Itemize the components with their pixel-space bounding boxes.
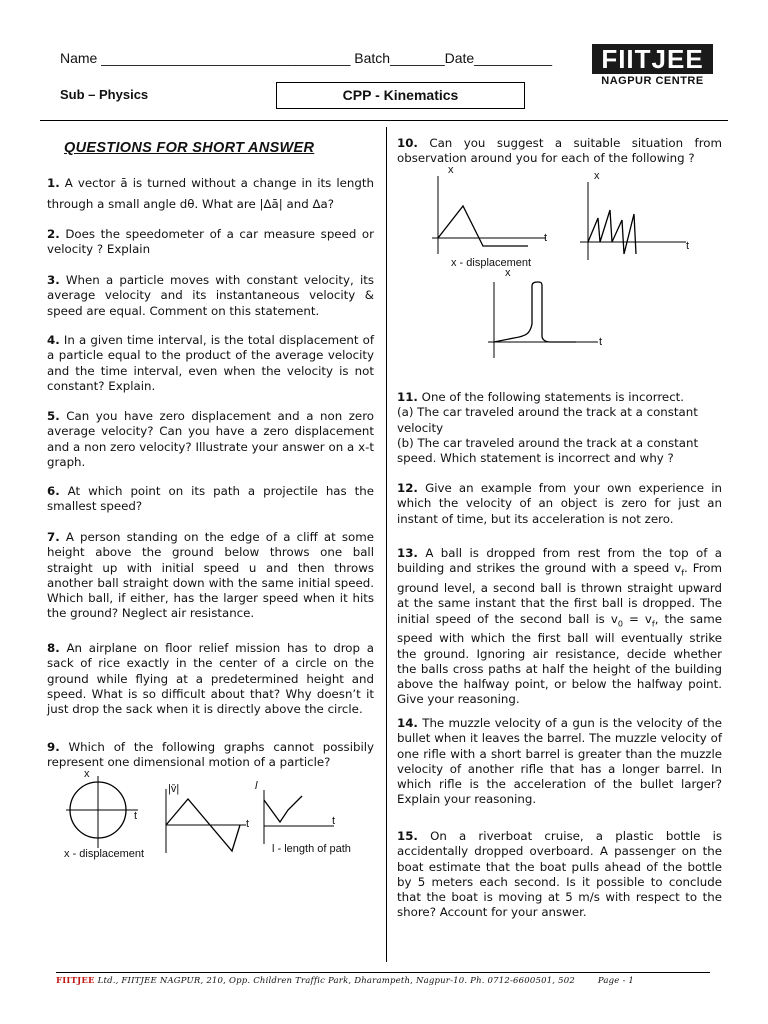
question-15 [397,829,722,921]
q9-axis-t3: t [332,815,336,827]
q10-axis-x1: x [448,164,454,176]
q9-label-displacement: x - displacement [64,848,145,860]
logo-subtitle: NAGPUR CENTRE [601,75,704,87]
section-title: QUESTIONS FOR SHORT ANSWER [64,140,315,156]
question-number: 14. [397,716,418,730]
q9-axis-vabs: |v̄| [168,783,180,795]
logo-text: FIITJEE [592,44,713,74]
question-number: 7. [47,530,60,544]
q10-graph-1 [428,172,558,257]
date-label: Date [444,50,475,66]
footer-address: Ltd., FIITJEE NAGPUR, 210, Opp. Children Traffic Park, Dharampeth, Nagpur-10. Ph. 0712-6600501, 502 [97,976,575,986]
q9-axis-x: x [84,768,90,780]
q10-label-displacement: x - displacement [451,257,532,269]
subscript-0: 0 [617,618,623,628]
question-2 [47,227,374,258]
footer [56,976,634,986]
question-number: 11. [397,390,418,404]
question-text: The muzzle velocity of a gun is the velocity of the bullet when it leaves the barrel. The muzzle velocity of one rifle with a short barrel is greater than the muzzle velocity of another rifle that has a longer barrel. In which rifle is the acceleration of the bullet larger? Explain your reasoning. [397,716,723,807]
name-label: Name [60,50,98,66]
q9-graph-path-length [258,788,338,848]
footer-brand: FIITJEE [56,976,95,986]
q10-axis-x2: x [594,170,600,182]
question-text-c: = v [622,611,652,626]
cpp-title: CPP - Kinematics [276,82,525,109]
question-number: 3. [47,273,60,287]
question-text-d: , the same speed with which the first ball will eventually strike the ground. Ignoring air resistance, decide whether the balls cross paths at half the height of the building above the halfway point, or below the halfway point. Give your reasoning. [397,611,723,707]
q9-graph-velocity [160,785,250,855]
subscript-f2: f [651,618,655,628]
header-divider [40,120,728,121]
q10-axis-t3: t [599,336,603,348]
question-number: 2. [47,227,60,241]
page-number: Page - 1 [597,976,635,986]
question-13 [397,546,722,708]
question-text: In a given time interval, is the total displacement of a particle equal to the product of the average velocity and the time interval, even when the velocity is not constant? Explain. [47,333,374,393]
question-text: On a riverboat cruise, a plastic bottle is accidentally dropped overboard. A passenger on the boat estimate that the boat pulls ahead of the bottle by 5 meters each second. Is it possible to conclude that the boat is moving at 5 m/s with respect to the shore? Account for your answer. [397,829,723,920]
question-number: 4. [47,333,60,347]
q10-graph-2 [578,180,693,265]
question-14 [397,716,722,808]
question-text: Which of the following graphs cannot possibily represent one dimensional motion of a particle? [47,740,374,770]
question-10 [397,136,722,167]
question-text-a: A ball is dropped from rest from the top of a building and strikes the ground with a speed v [397,546,723,576]
q9-label-length: l - length of path [272,843,351,855]
question-text: A vector ā is turned without a change in its length through a small angle dθ. What are |Δā| and Δa? [47,176,374,211]
q10-axis-t2: t [686,240,690,252]
question-4 [47,333,374,394]
q10-axis-x3: x [505,267,511,279]
statement-b: (b) The car traveled around the track at a constant speed. Which statement is incorrect and why ? [397,435,699,466]
question-1 [47,173,374,215]
q9-axis-l: l [255,780,258,792]
question-6 [47,484,374,515]
question-text: An airplane on floor relief mission has to drop a sack of rice exactly in the center of a circle on the ground while flying at a predetermined height and speed. What is so difficult about that? Why doesn’t it just drop the sack when it is directly above the circle. [47,641,375,717]
question-number: 12. [397,481,418,495]
batch-label: Batch [354,50,391,66]
q9-axis-t: t [134,810,138,822]
question-12 [397,481,722,527]
question-number: 15. [397,829,418,843]
question-number: 1. [47,176,60,190]
question-3 [47,273,374,319]
question-number: 5. [47,409,60,423]
column-divider [386,127,387,962]
question-text: Can you have zero displacement and a non zero average velocity? Can you have a zero displacement and a non zero velocity? Illustrate your answer on a x-t graph. [47,409,374,469]
subscript-f: f [681,568,685,578]
question-11 [397,390,722,466]
question-5 [47,409,374,470]
question-number: 6. [47,484,60,498]
question-text: At which point on its path a projectile has the smallest speed? [47,484,375,514]
question-number: 8. [47,641,60,655]
q10-axis-t1: t [544,232,548,244]
question-8 [47,641,374,717]
question-text: A person standing on the edge of a cliff at some height above the ground below throws one ball straight up with initial speed u and then throws another ball straight down with the same initial speed. Which ball, if either, has the larger speed when it hits the ground? Neglect air resistance. [47,530,375,621]
question-number: 9. [47,740,60,754]
question-number: 13. [397,546,418,560]
question-text: When a particle moves with constant velocity, its average velocity and its instantaneous velocity & speed are equal. Comment on this statement. [47,273,375,318]
q10-graph-3 [486,280,601,360]
question-text: Give an example from your own experience in which the velocity of an object is zero for just an instant of time, but its acceleration is not zero. [397,481,722,526]
name-field: Name ________________________________ Batch_______Date__________ [60,50,553,66]
fiitjee-logo [592,44,713,88]
question-text-b: . From ground level, a second ball is thrown straight upward at the same instant that the first ball is dropped. The initial speed of the second ball is v [397,561,722,626]
q9-axis-t2: t [246,818,250,830]
question-text: One of the following statements is incorrect. [421,390,685,404]
subject-label: Sub – Physics [60,87,149,102]
statement-a: (a) The car traveled around the track at a constant velocity [397,405,698,435]
question-text: Can you suggest a suitable situation from observation around you for each of the following ? [397,136,723,166]
question-number: 10. [397,136,418,150]
question-9 [47,740,374,771]
question-7 [47,530,374,622]
footer-divider [56,972,710,973]
question-text: Does the speedometer of a car measure speed or velocity ? Explain [47,227,374,257]
